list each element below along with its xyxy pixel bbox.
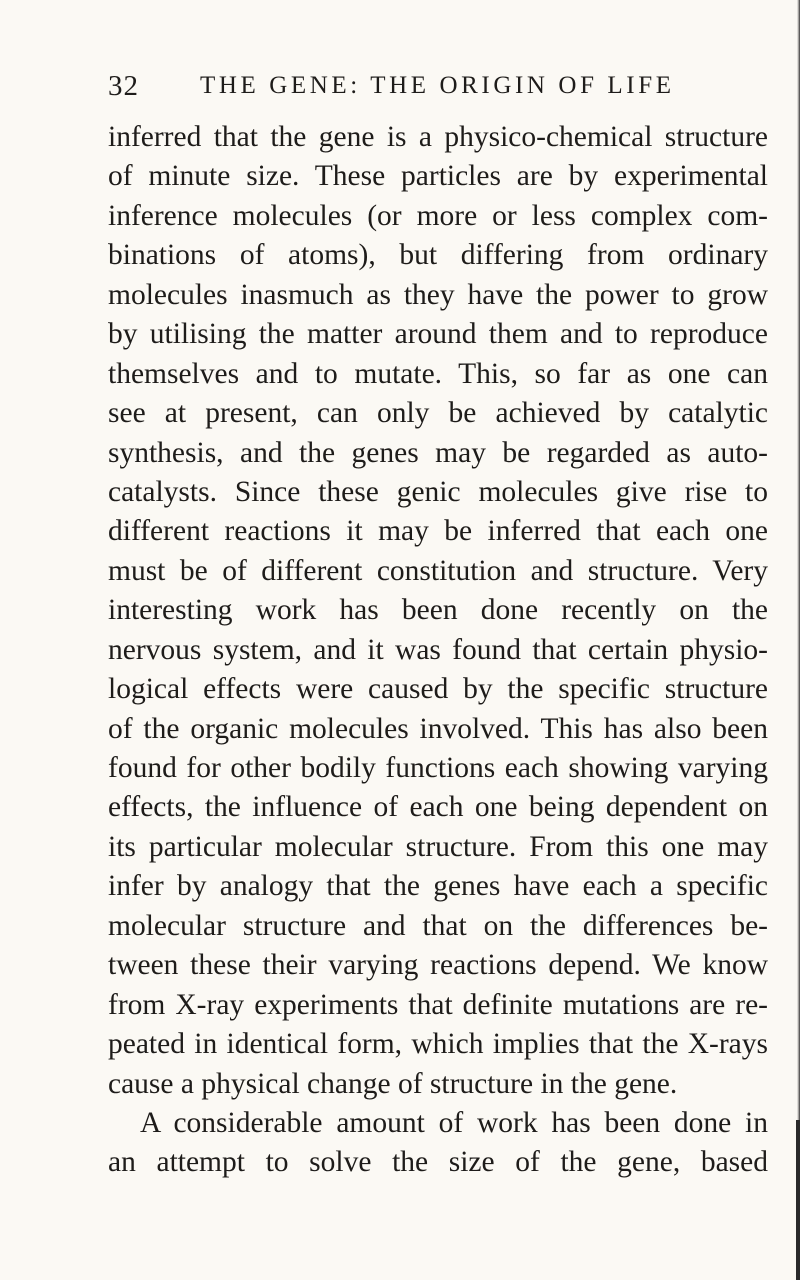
text-line: different reactions it may be inferred that each one — [108, 515, 768, 548]
text-line: A considerable amount of work has been done in — [140, 1106, 768, 1139]
text-line: themselves and to mutate. This, so far as one can — [108, 357, 768, 390]
page-number: 32 — [108, 70, 139, 102]
text-line: binations of atoms), but differing from ordinary — [108, 239, 768, 272]
page-edge-rule — [796, 1120, 800, 1280]
text-line: effects, the influence of each one being dependent on — [108, 791, 768, 824]
text-line: infer by analogy that the genes have each a specific — [108, 870, 768, 903]
text-line: tween these their varying reactions depend. We know — [108, 949, 768, 982]
text-line: must be of different constitution and structure. Very — [108, 554, 768, 587]
text-line: an attempt to solve the size of the gene, based — [108, 1146, 768, 1179]
text-line: interesting work has been done recently on the — [108, 594, 768, 627]
text-line: molecular structure and that on the differences be- — [108, 909, 768, 942]
text-line: by utilising the matter around them and to reproduce — [108, 318, 768, 351]
text-line: synthesis, and the genes may be regarded as auto- — [108, 436, 768, 469]
text-line: inference molecules (or more or less complex com- — [108, 199, 768, 232]
text-line: catalysts. Since these genic molecules give rise to — [108, 475, 768, 508]
text-line: of the organic molecules involved. This has also been — [108, 712, 768, 745]
text-line: of minute size. These particles are by experimental — [108, 160, 768, 193]
text-line: see at present, can only be achieved by catalytic — [108, 397, 768, 430]
text-line: peated in identical form, which implies that the X-rays — [108, 1028, 768, 1061]
text-line: nervous system, and it was found that certain physio- — [108, 633, 768, 666]
text-line: cause a physical change of structure in the gene. — [108, 1067, 678, 1100]
running-head-title: THE GENE: THE ORIGIN OF LIFE — [200, 72, 675, 99]
text-line: its particular molecular structure. From this one may — [108, 830, 768, 863]
body-text — [108, 118, 768, 1183]
text-line: from X-ray experiments that definite mutations are re- — [108, 988, 768, 1021]
text-line: found for other bodily functions each showing varying — [108, 752, 768, 784]
text-line: logical effects were caused by the specific structure — [108, 673, 768, 706]
text-line: inferred that the gene is a physico-chemical structure — [108, 121, 768, 153]
text-line: molecules inasmuch as they have the power to grow — [108, 278, 768, 311]
running-head — [108, 70, 708, 110]
